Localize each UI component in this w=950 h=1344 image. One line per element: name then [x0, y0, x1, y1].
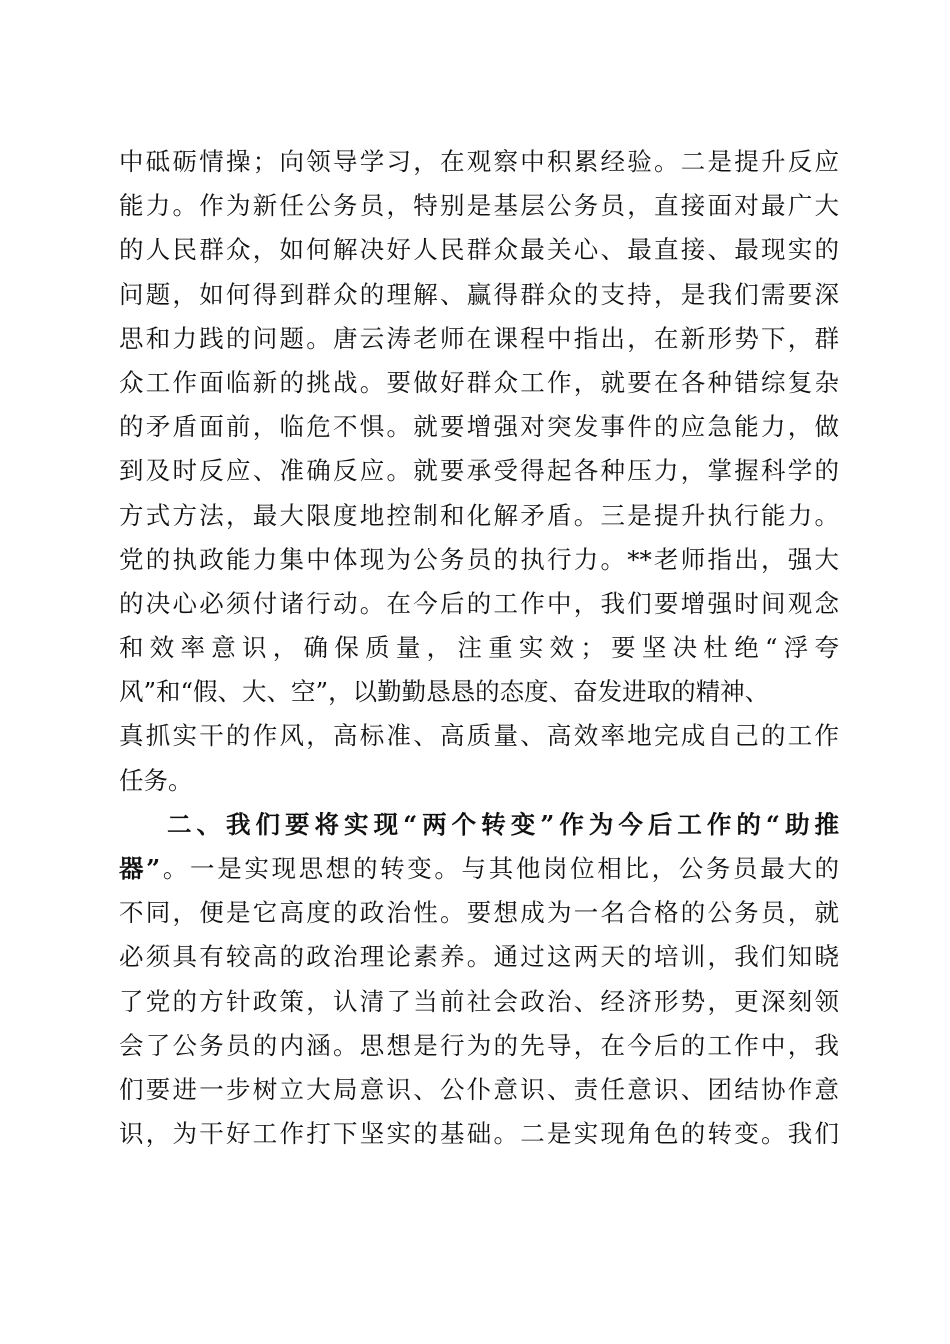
text-line: 了党的方针政策，认清了当前社会政治、经济形势，更深刻领 [119, 986, 839, 1016]
text-line: 党的执政能力集中体现为公务员的执行力。**老师指出，强大 [119, 544, 839, 574]
text-line: 任务。 [119, 765, 193, 795]
text-line: 的矛盾面前，临危不惧。就要增强对突发事件的应急能力，做 [119, 412, 839, 442]
body-text [119, 140, 839, 1156]
text-line: 们要进一步树立大局意识、公仆意识、责任意识、团结协作意 [119, 1074, 839, 1104]
text-line: 能力。作为新任公务员，特别是基层公务员，直接面对最广大 [119, 191, 839, 221]
text-line: 问题，如何得到群众的理解、赢得群众的支持，是我们需要深 [119, 279, 839, 309]
text-line: 到及时反应、准确反应。就要承受得起各种压力，掌握科学的 [119, 456, 839, 486]
text-line: 真抓实干的作风，高标准、高质量、高效率地完成自己的工作 [119, 721, 839, 751]
text-line [119, 847, 839, 891]
text-line: 方式方法，最大限度地控制和化解矛盾。三是提升执行能力。 [119, 500, 839, 530]
text-line: 中砥砺情操；向领导学习，在观察中积累经验。二是提升反应 [119, 147, 839, 176]
text-line: 和效率意识，确保质量，注重实效；要坚决杜绝“浮夸 [119, 633, 839, 663]
text-line: 必须具有较高的政治理论素养。通过这两天的培训，我们知晓 [119, 942, 839, 972]
text-line: 会了公务员的内涵。思想是行为的先导，在今后的工作中，我 [119, 1030, 839, 1060]
text-line: 识，为干好工作打下坚实的基础。二是实现角色的转变。我们 [119, 1119, 839, 1149]
section-heading-end: 器” [119, 854, 161, 883]
text-line: 的人民群众，如何解决好人民群众最关心、最直接、最现实的 [119, 235, 839, 265]
text-line: 思和力践的问题。唐云涛老师在课程中指出，在新形势下，群 [119, 323, 839, 353]
text-line: 风”和“假、大、空”，以勤勤恳恳的态度、奋发进取的精神、 [119, 677, 770, 707]
text-line: 不同，便是它高度的政治性。要想成为一名合格的公务员，就 [119, 898, 839, 928]
text-line: 众工作面临新的挑战。要做好群众工作，就要在各种错综复杂 [119, 367, 839, 397]
text-line: 的决心必须付诸行动。在今后的工作中，我们要增强时间观念 [119, 588, 839, 618]
text-line-rest: 。一是实现思想的转变。与其他岗位相比，公务员最大的 [160, 854, 840, 883]
section-heading: 二、我们要将实现“两个转变”作为今后工作的“助推 [167, 809, 839, 839]
